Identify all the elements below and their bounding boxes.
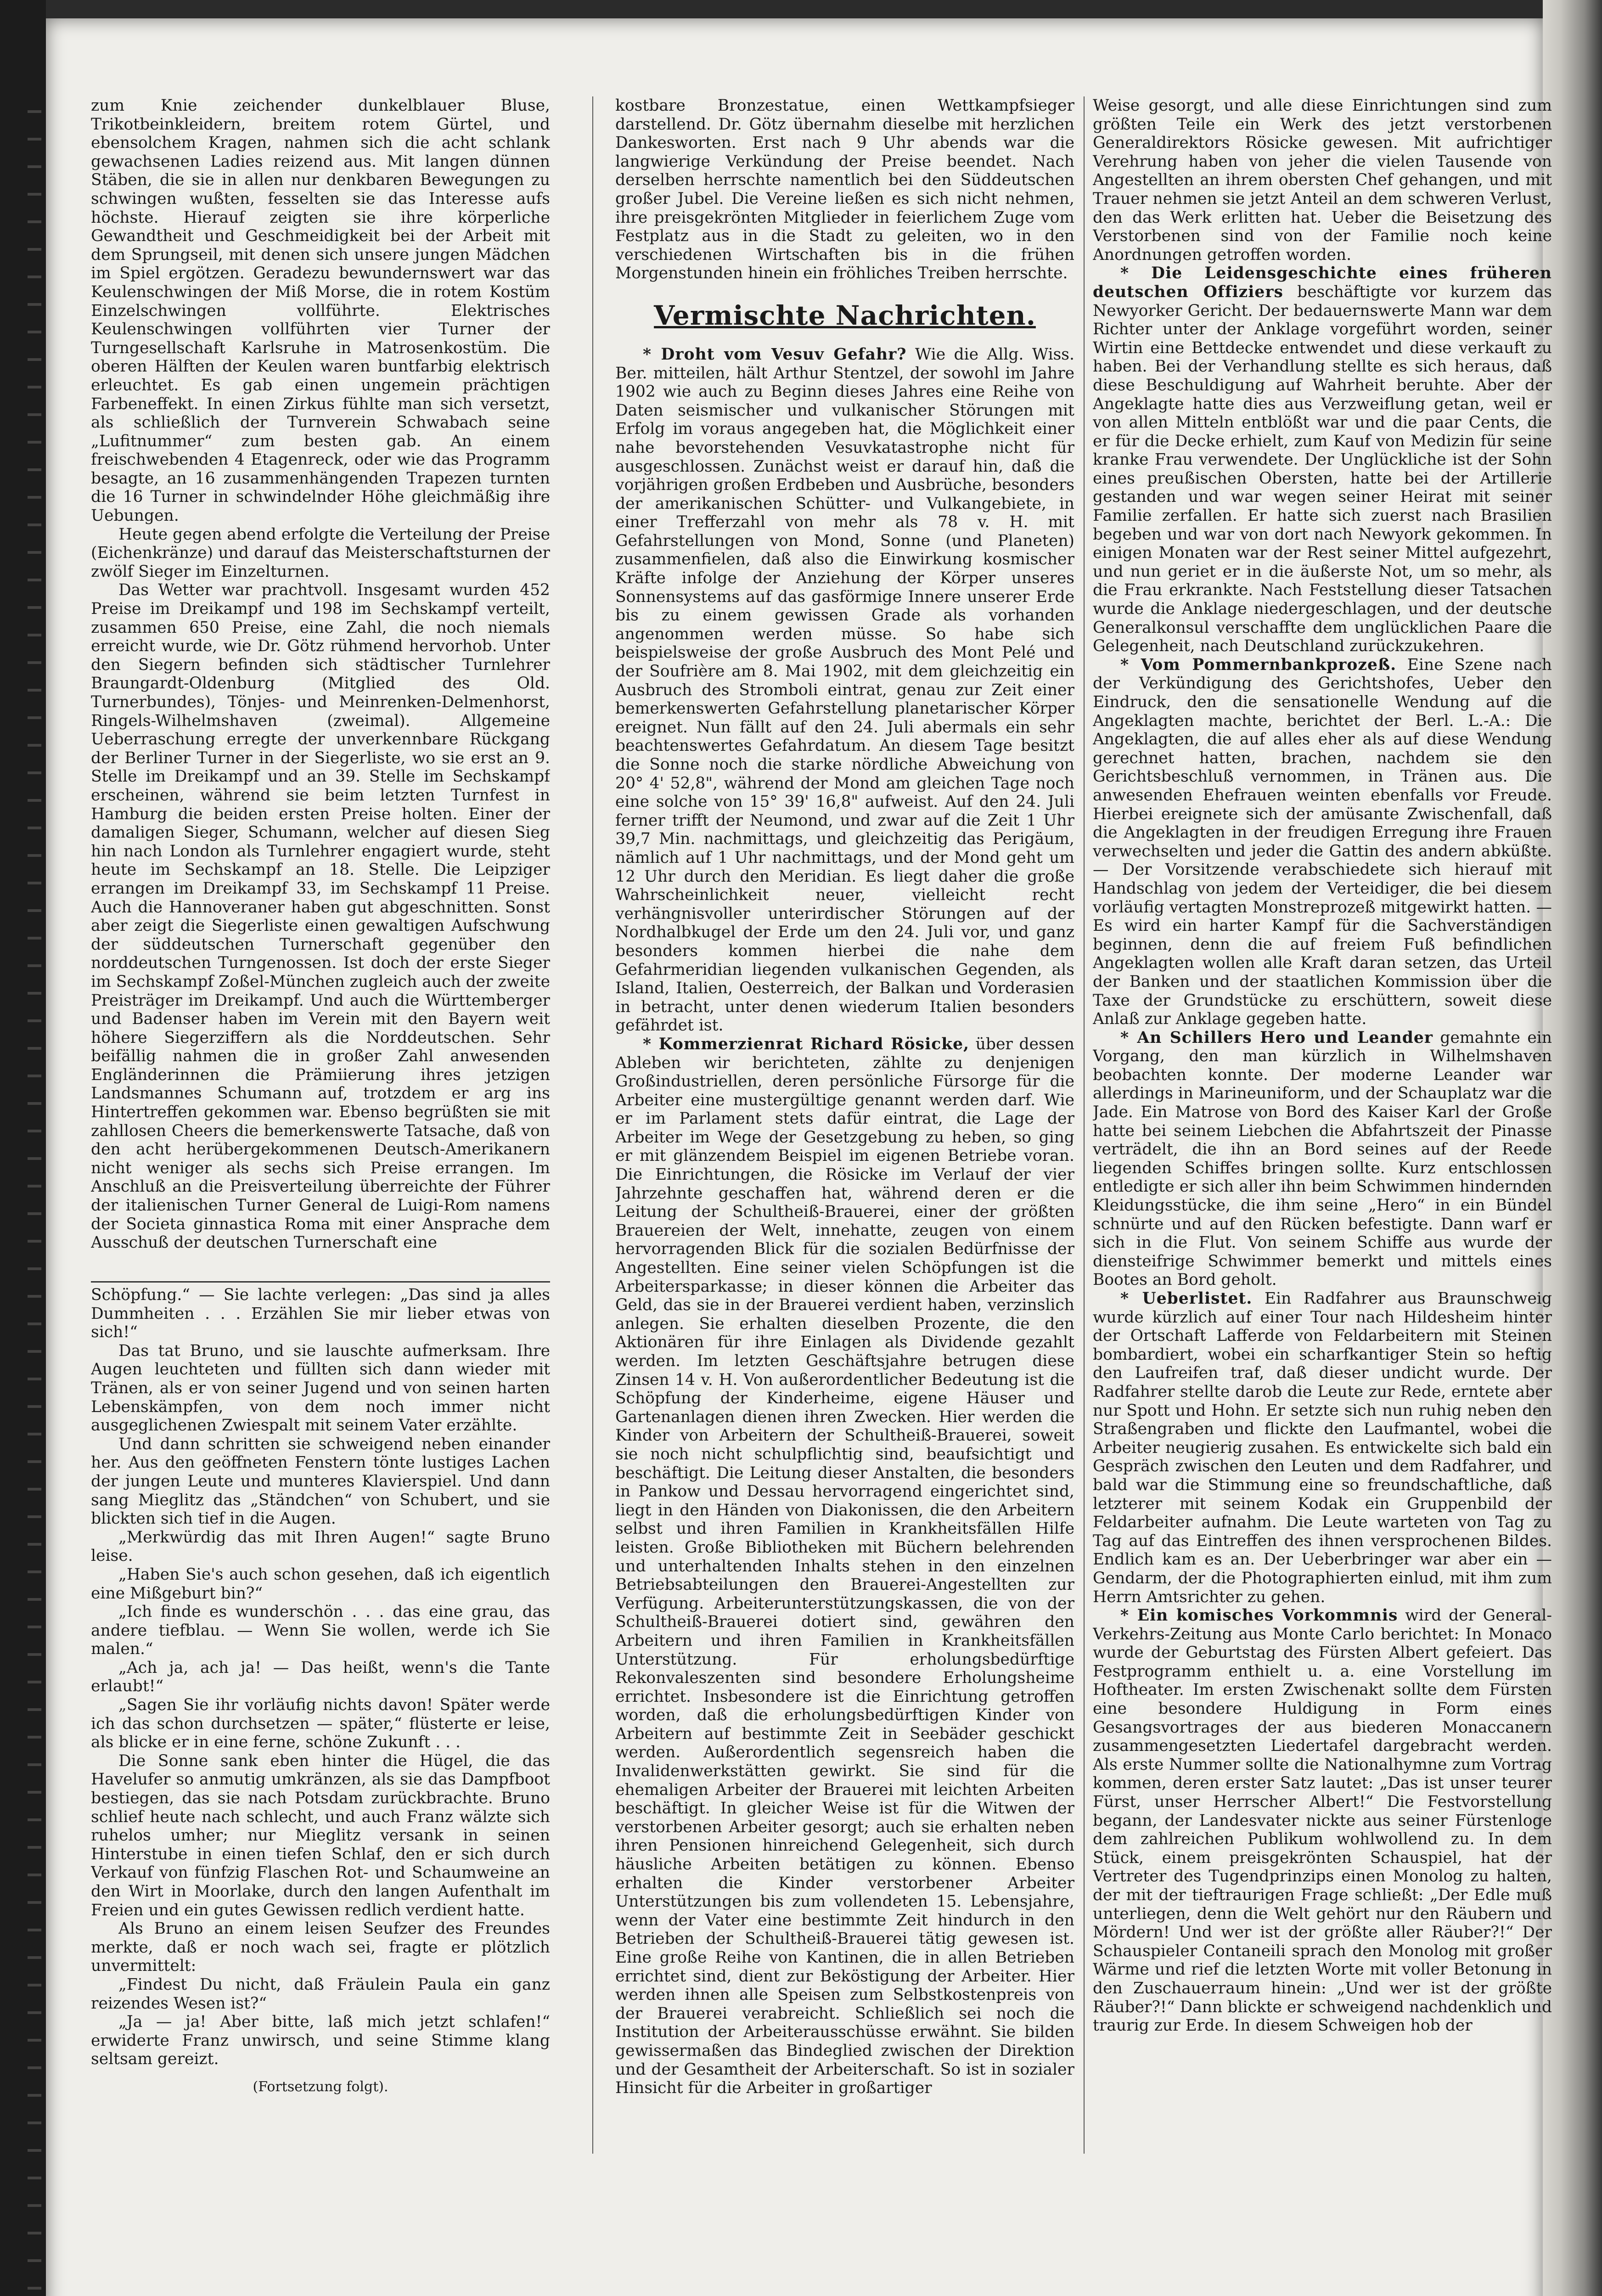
article-text: über dessen Ableben wir berichteten, zählte zu denjenigen Großindustriellen, deren persönliche Fürsorge für die Arbeiter eine mustergültige genannt werden darf. Wie er im Parlament stets dafür eintrat, die Lage der Arbeiter im Wege der Gesetzgebung zu heben, so ging er mit glänzendem Beispiel im eigenen Betriebe voran. Die Einrichtungen, die Rösicke im Verlauf der vier Jahrzehnte geschaffen hat, während deren er die Leitung der Schultheiß-Brauerei, einer der größten Brauereien der Welt, innehatte, zeugen von einem hervorragenden Blick für die sozialen Bedürfnisse der Angestellten. Eine seiner vielen Schöpfungen ist die Arbeitersparkasse; in dieser können die Arbeiter das Geld, das sie in der Brauerei verdient haben, verzinslich anlegen. Sie erhalten dieselben Prozente, die den Aktionären für ihre Einlagen als Dividende gezahlt werden. Im letzten Geschäftsjahre betrugen diese Zinsen 14 v. H. Von außerordentlicher Bedeutung ist die Schöpfung der Kinderheime, eigene Häuser und Gartenanlagen dienen ihren Zwecken. Hier werden die Kinder von Arbeitern der Schultheiß-Brauerei, soweit sie noch nicht schulpflichtig sind, beaufsichtigt und beschäftigt. Die Leitung dieser Anstalten, die besonders in Pankow und Dessau hervorragend eingerichtet sind, liegt in den Händen von Diakonissen, die den Arbeitern selbst und ihren Familien in Krankheitsfällen Hilfe leisten. Große Bibliotheken mit Büchern belehrenden und unterhaltenden Inhalts stehen in den einzelnen Betriebsabteilungen den Brauerei-Angestellten zur Verfügung. Arbeiterunterstützungskassen, die von der Schultheiß-Brauerei dotiert sind, gewähren den Arbeitern und ihren Familien in Krankheitsfällen Unterstützung. Für erholungsbedürftige Rekonvaleszenten sind besondere Erholungsheime errichtet. Insbesondere ist die Einrichtung getroffen worden, daß die erholungsbedürftigen Kinder von Arbeitern auf bestimmte Zeit in Seebäder geschickt werden. Außerordentlich segensreich haben die Invalidenwerkstätten gewirkt. Sie sind für die ehemaligen Arbeiter der Brauerei mit leichten Arbeiten beschäftigt. In gleicher Weise ist für die Witwen der verstorbenen Arbeiter gesorgt; auch sie erhalten neben ihren Pensionen hinreichend Gelegenheit, sich durch häusliche Arbeiten betätigen zu können. Ebenso erhalten die Kinder verstorbener Arbeiter Unterstützungen bis zum vollendeten 15. Lebensjahre, wenn der Vater eine bestimmte Zeit hindurch in den Betrieben der Schultheiß-Brauerei tätig gewesen ist. Eine große Reihe von Kantinen, die in allen Betrieben errichtet sind, dient zur Beköstigung der Arbeiter. Hier werden ihnen alle Speisen zum Selbstkostenpreis von der Brauerei verabreicht. Schließlich sei noch die Institution der Arbeiterausschüsse erwähnt. Sie bilden gewissermaßen das Bindeglied zwischen der Direktion und der Gesamtheit der Arbeiterschaft. So ist in sozialer Hinsicht für die Arbeiter in großartiger	[615, 1035, 1074, 2098]
article-title: * Ueberlistet.	[1120, 1289, 1253, 1308]
report-paragraph: zum Knie zeichender dunkelblauer Bluse, Trikotbeinkleidern, breitem rotem Gürtel, und ebensolchem Kragen, nahmen sich die acht schlank gewachsenen Ladies reizend aus. Mit langen dünnen Stäben, die sie in allen nur denkbaren Bewegungen zu schwingen wußten, fesselten sie das Interesse aufs höchste. Hierauf zeigten sie ihre körperliche Gewandtheit und Geschmeidigkeit bei der Arbeit mit dem Sprungseil, mit denen sich unsere jungen Mädchen im Spiel ergötzen. Geradezu bewundernswert war das Keulenschwingen der Miß Morse, die in rotem Kostüm Einzelschwingen vollführte. Elektrisches Keulenschwingen vollführten vier Turner der Turngesellschaft Karlsruhe in Matrosenkostüm. Die oberen Hälften der Keulen waren buntfarbig elektrisch erleuchtet. Es gab einen ungemein prächtigen Farbeneffekt. In einen Zirkus fühlte man sich versetzt, als schließlich der Turnverein Schwabach seine „Lufitnummer“ zum besten gab. An einem freischwebenden 4 Etagenreck, oder wie das Programm besagte, an 16 zusammenhängenden Trapezen turnten die 16 Turner in schwindelnder Höhe gleichmäßig ihre Uebungen.	[91, 96, 550, 525]
article-title: * Kommerzienrat Richard Rösicke,	[643, 1035, 970, 1053]
novel-paragraph: „Findest Du nicht, daß Fräulein Paula ein ganz reizendes Wesen ist?“	[91, 1975, 550, 2013]
column-2	[615, 96, 1074, 2154]
novel-paragraph: „Sagen Sie ihr vorläufig nichts davon! Später werde ich das schon durchsetzen — später,“ flüsterte er leise, als blicke er in eine ferne, schöne Zukunft . . .	[91, 1696, 550, 1752]
novel-paragraph: Schöpfung.“ — Sie lachte verlegen: „Das sind ja alles Dummheiten . . . Erzählen Sie mir lieber etwas von sich!“	[91, 1286, 550, 1342]
column-1-report	[91, 96, 550, 1272]
novel-paragraph: „Ja — ja! Aber bitte, laß mich jetzt schlafen!“ erwiderte Franz unwirsch, und seine Stimme klang seltsam gereizt.	[91, 2013, 550, 2069]
report-end-paragraph: kostbare Bronzestatue, einen Wettkampfsieger darstellend. Dr. Götz übernahm dieselbe mit herzlichen Dankesworten. Erst nach 9 Uhr abends war die langwierige Verkündung der Preise beendet. Nach derselben herrschte namentlich bei den Süddeutschen großer Jubel. Die Vereine ließen es sich nicht nehmen, ihre preisgekrönten Mitglieder in feierlichem Zuge vom Festplatz aus in die Stadt zu geleiten, wo in den verschiedenen Wirtschaften bis in die frühen Morgenstunden hinein ein fröhliches Treiben herrschte.	[615, 96, 1074, 283]
novel-paragraph: „Merkwürdig das mit Ihren Augen!“ sagte Bruno leise.	[91, 1528, 550, 1565]
article-title: * An Schillers Hero und Leander	[1120, 1028, 1433, 1047]
article-text: Eine Szene nach der Verkündigung des Gerichtshofes, Ueber den Eindruck, den die sensationelle Wendung auf die Angeklagten machte, berichtet der Berl. L.-A.: Die Angeklagten, die auf alles eher als auf diese Wendung gerechnet hatten, brachen, nachdem sie den Gerichtsbeschluß vernommen, in Tränen aus. Die anwesenden Ehefrauen weinten ebenfalls vor Freude. Hierbei ereignete sich der amüsante Zwischenfall, daß die Angeklagten in der freudigen Erregung ihre Frauen verwechselten und jeder die Gattin des andern abküßte. — Der Vorsitzende verabschiedete sich hierauf mit Handschlag von jedem der Verteidiger, die bei diesem vorläufig vertagten Monstreprozeß mitgewirkt hatten. — Es wird ein harter Kampf für die Sachverständigen beginnen, denn die auf freiem Fuß befindlichen Angeklagten wollen alle Kraft daran setzen, das Urteil der Banken und der staatlichen Kommission über die Taxe der Grundstücke zu erschüttern, soweit diese Anlaß zur Anklage gegeben hatte.	[1093, 655, 1552, 1029]
article-text: gemahnte ein Vorgang, den man kürzlich in Wilhelmshaven beobachten konnte. Der moderne Leander war allerdings in Marineuniform, und der Schauplatz war die Jade. Ein Matrose von Bord des Kaiser Karl der Große hatte bei seinem Liebchen die Abfahrtszeit der Pinasse verträdelt, die ihn an Bord seines auf der Reede liegenden Schiffes bringen sollte. Kurz entschlossen entledigte er sich aller ihn beim Schwimmen hindernden Kleidungsstücke, die ihm seine „Hero“ in ein Bündel schnürte und auf den Rücken befestigte. Dann warf er sich in die Flut. Von seinem Schiffe aus wurde der diensteifrige Schwimmer bemerkt und mittels eines Bootes an Bord geholt.	[1093, 1028, 1552, 1289]
article-title: * Ein komisches Vorkommnis	[1120, 1606, 1398, 1625]
article-continuation: Weise gesorgt, und alle diese Einrichtungen sind zum größten Teile ein Werk des jetzt verstorbenen Generaldirektors Rösicke gewesen. Mit aufrichtiger Verehrung haben von jeher die vielen Tausende von Angestellten an ihrem obersten Chef gehangen, und mit Trauer nehmen sie jetzt Anteil an dem schweren Verlust, den das Werk erlitten hat. Ueber die Beisetzung des Verstorbenen sind von der Familie noch keine Anordnungen getroffen worden.	[1093, 96, 1552, 264]
novel-paragraph: Die Sonne sank eben hinter die Hügel, die das Havelufer so anmutig umkränzen, als sie das Dampfboot bestiegen, das sie nach Potsdam zurückbrachte. Bruno schlief heute nach schlecht, und auch Franz wälzte sich ruhelos umher; nur Mieglitz versank in seinen Hinterstube in einen tiefen Schlaf, den er sich durch Verkauf von fünfzig Flaschen Rot- und Schaumweine an den Wirt in Moorlake, durch den langen Aufenthalt im Freien und ein gutes Gewissen redlich verdient hatte.	[91, 1751, 550, 1919]
article-title: * Droht vom Vesuv Gefahr?	[643, 345, 907, 364]
novel-paragraph: „Haben Sie's auch schon gesehen, daß ich eigentlich eine Mißgeburt bin?“	[91, 1565, 550, 1603]
column-3	[1093, 96, 1552, 2154]
report-paragraph: Das Wetter war prachtvoll. Insgesamt wurden 452 Preise im Dreikampf und 198 im Sechskampf verteilt, zusammen 650 Preise, eine Zahl, die noch niemals erreicht wurde, wie Dr. Götz rühmend hervorhob. Unter den Siegern befinden sich städtischer Turnlehrer Braungardt-Oldenburg (Mitglied des Old. Turnerbundes), Tönjes- und Meinrenken-Delmenhorst, Ringels-Wilhelmshaven (zweimal). Allgemeine Ueberraschung erregte der unverkennbare Rückgang der Berliner Turner in der Siegerliste, wo sie erst an 9. Stelle im Dreikampf und an 39. Stelle im Sechskampf erscheinen, während sie beim letzten Turnfest in Hamburg die beiden ersten Preise holten. Einer der damaligen Sieger, Schumann, welcher auf diesen Sieg hin nach London als Turnlehrer engagiert wurde, steht heute im Sechskampf an 18. Stelle. Die Leipziger errangen im Dreikampf 33, im Sechskampf 11 Preise. Auch die Hannoveraner haben gut abgeschnitten. Sonst aber zeigt die Siegerliste einen gewaltigen Aufschwung der süddeutschen Turnerschaft gegenüber den norddeutschen Turngenossen. Ist doch der erste Sieger im Sechskampf Zoßel-München zugleich auch der zweite Preisträger im Dreikampf. Und auch die Württemberger und Badenser haben im Verein mit den Bayern weit höhere Siegerziffern als die Norddeutschen. Sehr beifällig nahmen die in großer Zahl anwesenden Engländerinnen die Prämiierung ihres jetzigen Landsmannes Schumann auf, trotzdem er arg ins Hintertreffen gekommen war. Ebenso begrüßten sie mit zahllosen Cheers die bemerkenswerte Tatsache, daß von den acht herübergekommenen Deutsch-Amerikanern nicht weniger als sechs sich Preise errangen. Im Anschluß an die Preisverteilung überreichte der Führer der italienischen Turner General de Luigi-Rom namens der Societa ginnastica Roma mit einer Ansprache dem Ausschuß der deutschen Turnerschaft eine	[91, 581, 550, 1252]
article-text: beschäftigte vor kurzem das Newyorker Gericht. Der bedauernswerte Mann war dem Richter unter der Anklage vorgeführt worden, seiner Wirtin eine Bettdecke entwendet und diese verkauft zu haben. Bei der Verhandlung stellte es sich heraus, daß diese Beschuldigung auf Wahrheit beruhte. Aber der Angeklagte hatte dies aus Verzweiflung getan, weil er von allen Mitteln entblößt war und die paar Cents, die er für die Decke erhielt, zum Kauf von Medizin für seine kranke Frau verwendete. Der Unglückliche ist der Sohn eines preußischen Obersten, hatte bei der Artillerie gestanden und war wegen seiner Heirat mit seiner Familie zerfallen. Er hatte sich zuerst nach Brasilien begeben und war von dort nach Newyork gekommen. In einigen Monaten war der Rest seiner Mittel aufgezehrt, und nun geriet er in die äußerste Not, um so mehr, als die Frau erkrankte. Nach Feststellung dieser Tatsachen wurde die Anklage niedergeschlagen, und der deutsche Generalkonsul verschaffte dem unglücklichen Paare die Gelegenheit, nach Deutschland zurückzukehren.	[1093, 282, 1552, 656]
continued-note: (Fortsetzung folgt).	[253, 2078, 388, 2095]
novel-paragraph: Das tat Bruno, und sie lauschte aufmerksam. Ihre Augen leuchteten und füllten sich dann wieder mit Tränen, als er von seiner Jugend und von seinen harten Lebenskämpfen, von dem noch immer nicht ausgeglichenen Zwiespalt mit seinem Vater erzählte.	[91, 1341, 550, 1435]
column-rule	[592, 96, 593, 2154]
article-text: Ein Radfahrer aus Braunschweig wurde kürzlich auf einer Tour nach Hildesheim hinter der Ortschaft Lafferde von Feldarbeitern mit Steinen bombardiert, wobei ein scharfkantiger Stein so heftig den Laufreifen traf, daß dieser undicht wurde. Der Radfahrer stellte darob die Leute zur Rede, erntete aber nur Spott und Hohn. Er setzte sich nun ruhig neben den Straßengraben und flickte den Laufmantel, wobei die Arbeiter neugierig zusahen. Es entwickelte sich bald ein Gespräch zwischen den Leuten und dem Radfahrer, und bald war die Stimmung eine so freundschaftliche, daß letzterer mit seinem Kodak ein Gruppenbild der Feldarbeiter aufnahm. Die Leute warteten von Tag zu Tag auf das Eintreffen des ihnen versprochenen Bildes. Endlich kam es an. Der Ueberbringer war aber ein — Gendarm, der die Photographierten einlud, mit ihm zum Herrn Amtsrichter zu gehen.	[1093, 1289, 1552, 1606]
novel-paragraph: „Ach ja, ach ja! — Das heißt, wenn's die Tante erlaubt!“	[91, 1658, 550, 1696]
column-rule	[1084, 96, 1085, 2154]
article-title: * Die Leidensgeschichte eines früheren deutschen Offiziers	[1093, 264, 1552, 301]
binding-marks	[28, 110, 41, 2296]
article-text: Wie die Allg. Wiss. Ber. mitteilen, hält Arthur Stentzel, der sowohl im Jahre 1902 wie auch zu Beginn dieses Jahres eine Reihe von Daten seismischer und vulkanischer Störungen mit Erfolg im voraus angegeben hat, die Möglichkeit einer nahe bevorstehenden Vesuvkatastrophe nicht für ausgeschlossen. Zunächst weist er darauf hin, daß die vorjährigen großen Erdbeben und Ausbrüche, besonders der amerikanischen Schütter- und Vulkangebiete, in einer Trefferzahl von mehr als 78 v. H. mit Gefahrstellungen von Mond, Sonne (und Planeten) zusammenfielen, daß also die Einwirkung kosmischer Kräfte infolge der Anziehung der Körper unseres Sonnensystems auf das gasförmige Innere unserer Erde bis zu einem gewissen Grade als vorhanden angenommen werden müsse. So habe sich beispielsweise der große Ausbruch des Mont Pelé und der Soufrière am 8. Mai 1902, mit dem gleichzeitig ein Ausbruch des Stromboli eintrat, genau zur Zeit einer bemerkenswerten Gefahrstellung planetarischer Körper ereignet. Nun fällt auf den 24. Juli abermals ein sehr beachtenswertes Gefahrdatum. An diesem Tage besitzt die Sonne noch die starke nördliche Abweichung von 20° 4' 52,8", während der Mond am gleichen Tage noch eine solche von 15° 39' 16,8" aufweist. Auf den 24. Juli ferner trifft der Neumond, und zwar auf die Zeit 1 Uhr 39,7 Min. nachmittags, und gleichzeitig das Perigäum, nämlich auf 1 Uhr nachmittags, und der Mond geht um 12 Uhr durch den Meridian. Es liegt daher die große Wahrscheinlichkeit neuer, vielleicht recht verhängnisvoller unterirdischer Störungen auf der Nordhalbkugel der Erde um den 24. Juli vor, und ganz besonders kommen hierbei die nahe dem Gefahrmeridian liegenden vulkanischen Gegenden, als Island, Italien, Oesterreich, der Balkan und Vorderasien in betracht, unter denen wiederum Italien besonders gefährdet ist.	[615, 345, 1074, 1035]
section-heading: Vermischte Nachrichten.	[654, 299, 1036, 331]
column-1-novel	[91, 1286, 550, 2181]
novel-paragraph: Und dann schritten sie schweigend neben einander her. Aus den geöffneten Fenstern tönte lustiges Lachen der jungen Leute und munteres Klavierspiel. Und dann sang Mieglitz das „Ständchen“ von Schubert, und sie blickten sich tief in die Augen.	[91, 1435, 550, 1528]
feuilleton-divider	[91, 1281, 550, 1283]
article-title: * Vom Pommernbankprozeß.	[1120, 655, 1397, 674]
novel-paragraph: Als Bruno an einem leisen Seufzer des Freundes merkte, daß er noch wach sei, fragte er plötzlich unvermittelt:	[91, 1919, 550, 1975]
novel-paragraph: „Ich finde es wunderschön . . . das eine grau, das andere tiefblau. — Wenn Sie wollen, werde ich Sie malen.“	[91, 1603, 550, 1659]
report-paragraph: Heute gegen abend erfolgte die Verteilung der Preise (Eichenkränze) und darauf das Meisterschaftsturnen der zwölf Sieger im Einzelturnen.	[91, 525, 550, 581]
article-text: wird der General-Verkehrs-Zeitung aus Monte Carlo berichtet: In Monaco wurde der Geburtstag des Fürsten Albert gefeiert. Das Festprogramm enthielt u. a. eine Vorstellung im Hoftheater. Im ersten Zwischenakt sollte dem Fürsten eine besondere Huldigung in Form eines Gesangsvortrages der aus biederen Monaccanern zusammengesetzten Liedertafel dargebracht werden. Als erste Nummer sollte die Nationalhymne zum Vortrag kommen, deren erster Satz lautet: „Das ist unser teurer Fürst, unser Herrscher Albert!“ Die Festvorstellung begann, der Landesvater nickte aus seiner Fürstenloge dem zahlreichen Publikum wohlwollend zu. In dem Stück, einem preisgekrönten Schauspiel, hat der Vertreter des Tugendprinzips einen Monolog zu halten, der mit der tieftraurigen Frage schließt: „Der Edle muß unterliegen, denn die Welt gehört nur den Räubern und Mördern! Und wer ist der größte aller Räuber?!“ Der Schauspieler Contaneili sprach den Monolog mit großer Wärme und rief die letzten Worte mit voller Betonung in den Zuschauerraum hinein: „Und wer ist der größte Räuber?!“ Dann blickte er schweigend nachdenklich und traurig zur Erde. In diesem Schweigen hob der	[1093, 1606, 1552, 2035]
